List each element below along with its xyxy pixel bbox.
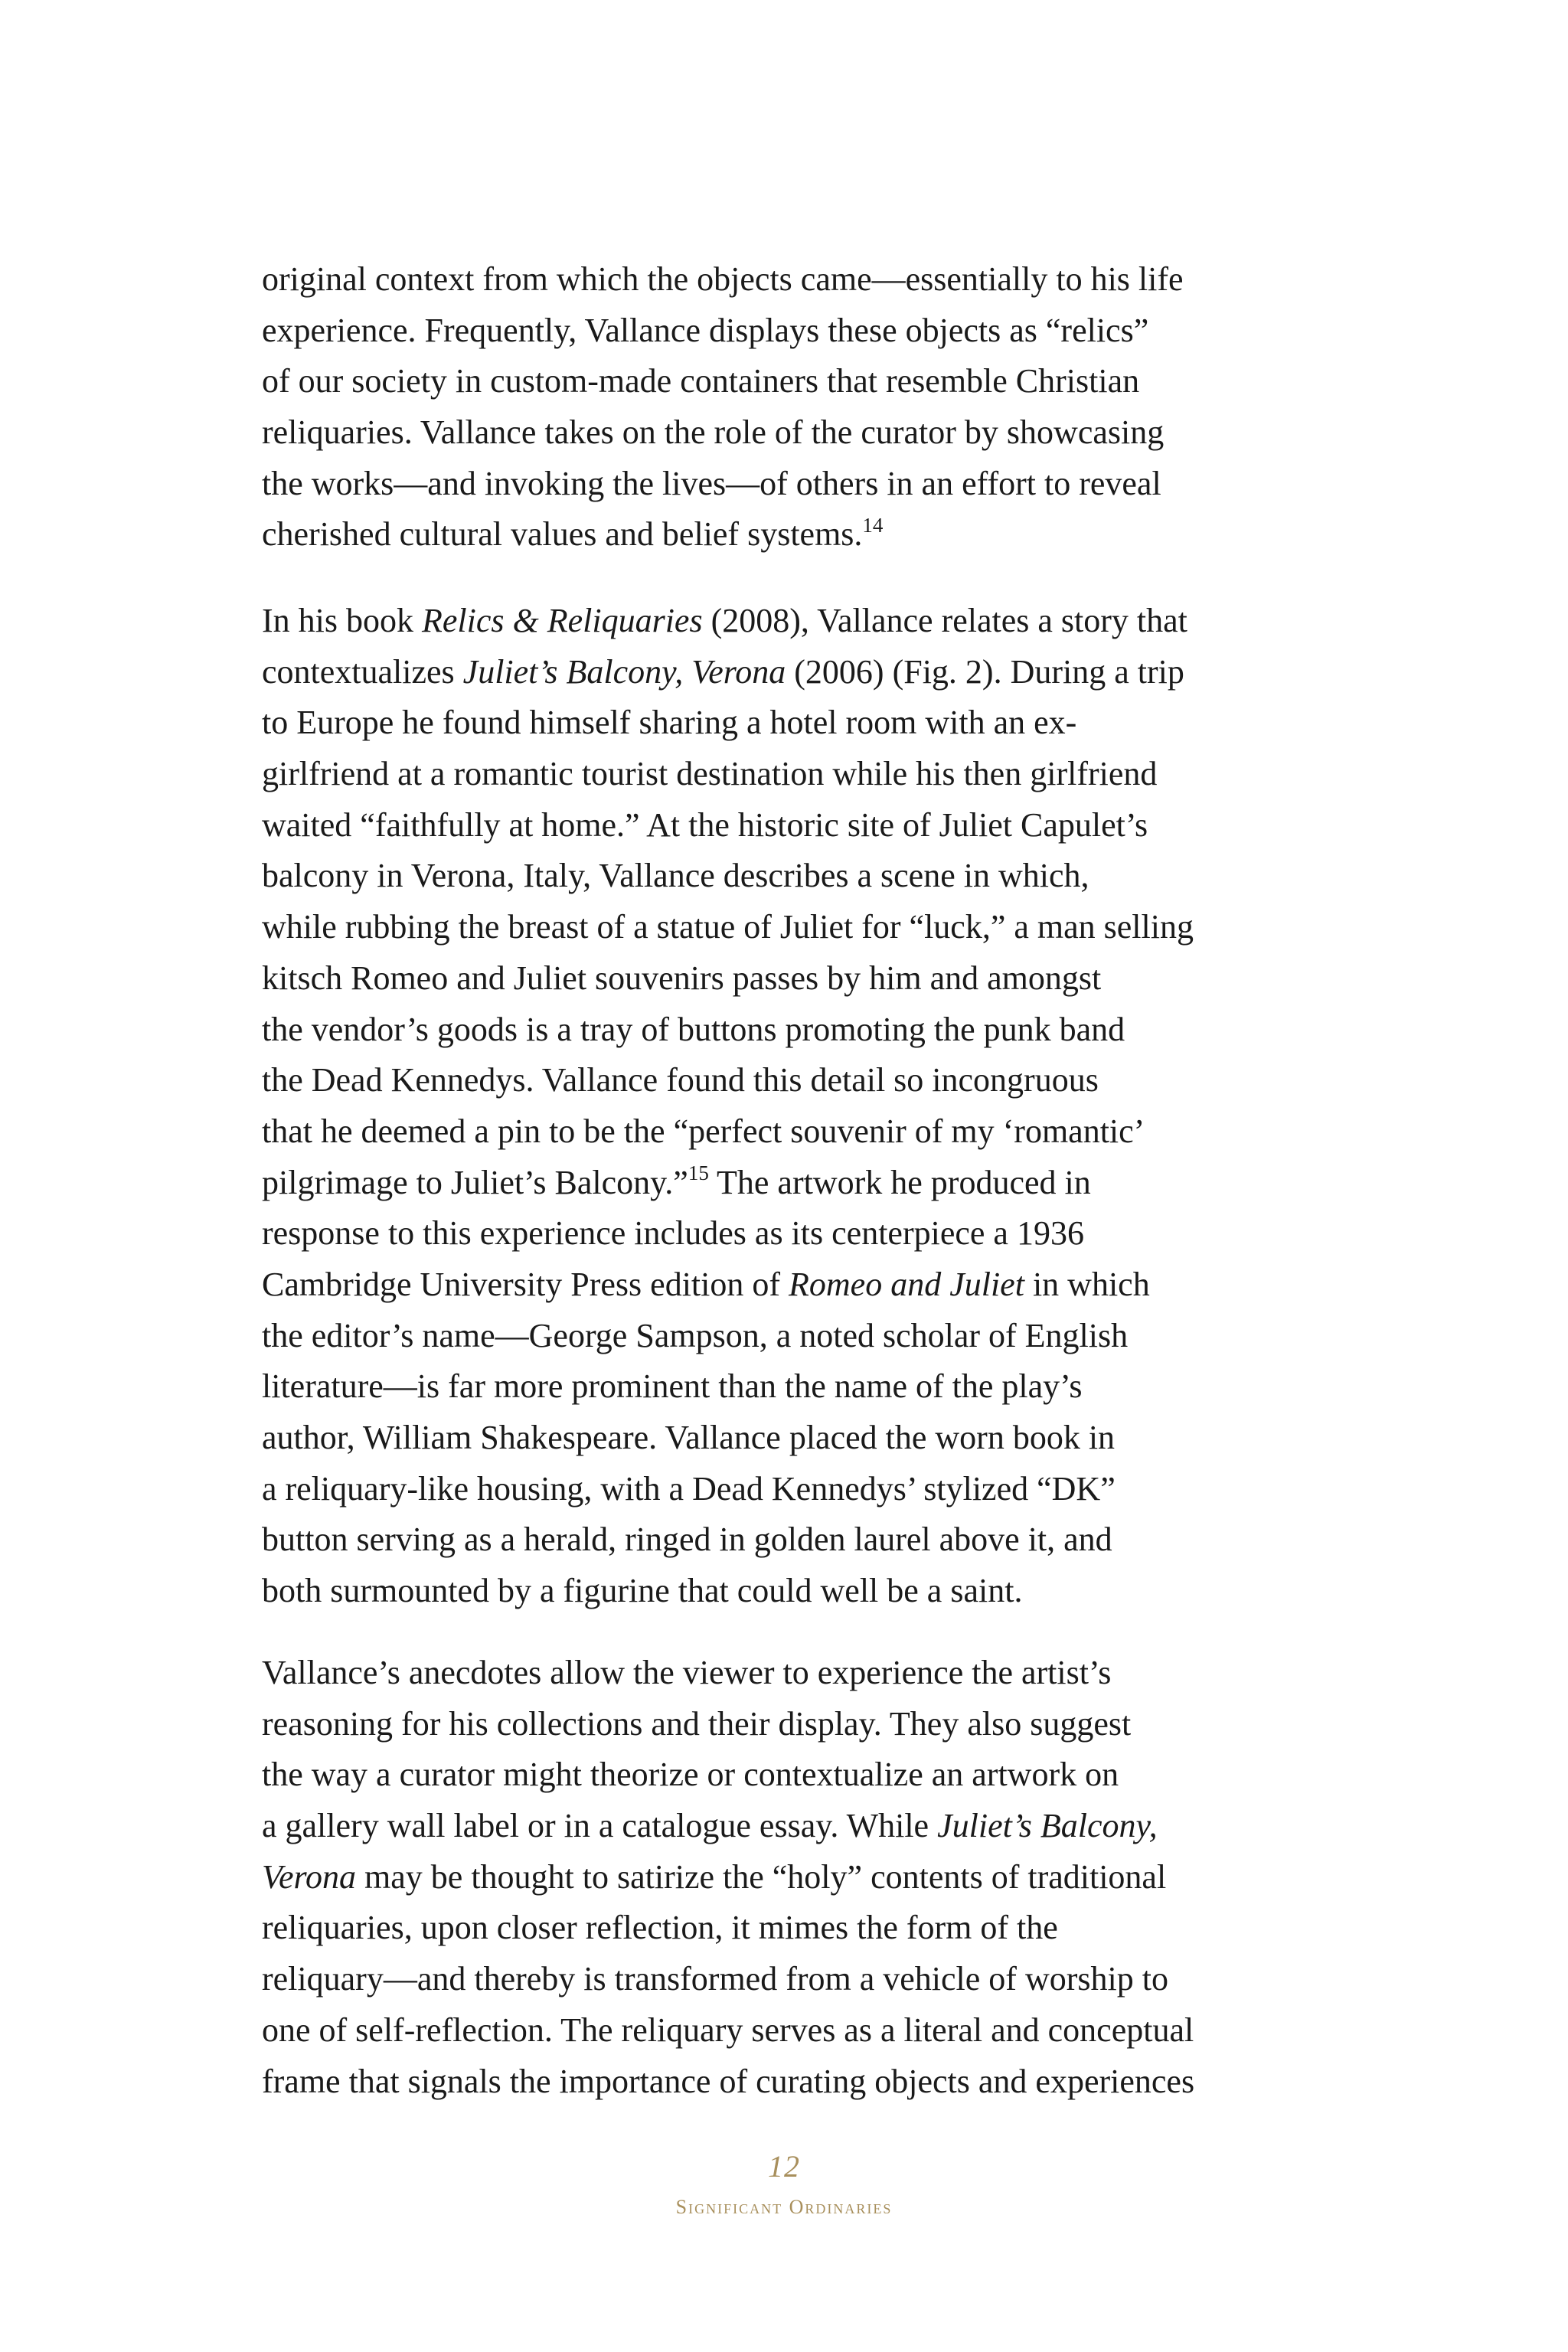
- text-line: [262, 459, 1311, 510]
- text-line: [262, 902, 1311, 953]
- text-run: (2008), Vallance relates a story that: [702, 602, 1187, 639]
- italic-title: Verona: [262, 1857, 357, 1896]
- text-run: a reliquary-like housing, with a Dead Kennedys’ stylized “DK”: [262, 1469, 1116, 1508]
- text-run: contextualizes: [262, 652, 463, 691]
- text-line: [262, 356, 1311, 407]
- text-line: [262, 1699, 1311, 1750]
- footnote-ref: 15: [688, 1161, 709, 1184]
- text-line: [262, 1566, 1311, 1617]
- text-run: of our society in custom-made containers that resemble Christian: [262, 362, 1140, 400]
- text-line: [262, 596, 1311, 647]
- paragraph-1: [262, 254, 1311, 560]
- text-line: [262, 1464, 1311, 1515]
- text-run: while rubbing the breast of a statue of Juliet for “luck,” a man selling: [262, 908, 1194, 946]
- text-run: the works—and invoking the lives—of others in an effort to reveal: [262, 464, 1161, 502]
- text-line: [262, 1648, 1311, 1699]
- italic-title: Romeo and Juliet: [789, 1265, 1024, 1303]
- text-line: [262, 1852, 1311, 1903]
- text-run: to Europe he found himself sharing a hotel room with an ex-: [262, 704, 1077, 742]
- text-line: [262, 1208, 1311, 1259]
- text-line: [262, 1954, 1311, 2005]
- text-run: waited “faithfully at home.” At the historic site of Juliet Capulet’s: [262, 805, 1148, 844]
- text-line: [262, 1413, 1311, 1464]
- text-run: The artwork he produced in: [708, 1163, 1091, 1201]
- text-line: [262, 1106, 1311, 1158]
- text-run: the way a curator might theorize or contextualize an artwork on: [262, 1756, 1119, 1794]
- text-line: [262, 1903, 1311, 1954]
- text-run: reliquaries, upon closer reflection, it mimes the form of the: [262, 1909, 1058, 1947]
- text-line: [262, 1311, 1311, 1362]
- text-run: reasoning for his collections and their display. They also suggest: [262, 1704, 1132, 1743]
- text-run: both surmounted by a figurine that could well be a saint.: [262, 1572, 1023, 1610]
- text-run: experience. Frequently, Vallance displays these objects as “relics”: [262, 311, 1149, 349]
- text-line: [262, 2005, 1311, 2056]
- text-run: the editor’s name—George Sampson, a noted scholar of English: [262, 1316, 1129, 1354]
- text-line: [262, 1004, 1311, 1056]
- text-run: frame that signals the importance of curating objects and experiences: [262, 2062, 1195, 2100]
- text-run: In his book: [262, 602, 422, 639]
- text-line: [262, 1801, 1311, 1852]
- text-line: [262, 509, 1311, 560]
- text-run: cherished cultural values and belief systems.: [262, 515, 863, 554]
- text-line: [262, 1055, 1311, 1106]
- text-line: [262, 2056, 1311, 2108]
- text-run: reliquaries. Vallance takes on the role of the curator by showcasing: [262, 413, 1165, 452]
- text-run: author, William Shakespeare. Vallance placed the worn book in: [262, 1419, 1116, 1456]
- paragraph-3: [262, 1648, 1311, 2107]
- italic-title: Juliet’s Balcony, Verona: [462, 652, 786, 691]
- text-line: [262, 1361, 1311, 1413]
- text-run: (2006) (Fig. 2). During a trip: [786, 652, 1184, 691]
- text-run: literature—is far more prominent than the name of the play’s: [262, 1367, 1083, 1406]
- text-run: button serving as a herald, ringed in golden laurel above it, and: [262, 1521, 1112, 1559]
- text-line: [262, 407, 1311, 459]
- text-line: [262, 1259, 1311, 1311]
- text-line: [262, 749, 1311, 800]
- text-line: [262, 1749, 1311, 1801]
- text-line: [262, 1514, 1311, 1566]
- page-number: 12: [768, 2149, 800, 2184]
- text-run: girlfriend at a romantic tourist destination while his then girlfriend: [262, 755, 1158, 793]
- text-run: a gallery wall label or in a catalogue essay. While: [262, 1807, 938, 1845]
- italic-title: Juliet’s Balcony,: [937, 1807, 1158, 1845]
- text-run: Cambridge University Press edition of: [262, 1265, 789, 1303]
- text-run: that he deemed a pin to be the “perfect souvenir of my ‘romantic’: [262, 1112, 1145, 1150]
- text-run: the Dead Kennedys. Vallance found this detail so incongruous: [262, 1061, 1099, 1099]
- text-run: may be thought to satirize the “holy” contents of traditional: [356, 1857, 1167, 1896]
- text-line: [262, 647, 1311, 698]
- paragraph-2: [262, 596, 1311, 1617]
- text-run: Vallance’s anecdotes allow the viewer to experience the artist’s: [262, 1654, 1112, 1691]
- text-line: [262, 1158, 1311, 1209]
- running-title: Significant Ordinaries: [675, 2196, 893, 2218]
- italic-title: Relics & Reliquaries: [422, 602, 703, 639]
- text-line: [262, 305, 1311, 357]
- text-run: original context from which the objects came—essentially to his life: [262, 260, 1184, 298]
- text-run: response to this experience includes as its centerpiece a 1936: [262, 1214, 1084, 1253]
- text-run: one of self-reflection. The reliquary serves as a literal and conceptual: [262, 2011, 1194, 2049]
- text-run: in which: [1024, 1265, 1150, 1303]
- text-run: reliquary—and thereby is transformed from a vehicle of worship to: [262, 1960, 1168, 1998]
- text-run: pilgrimage to Juliet’s Balcony.”: [262, 1163, 688, 1201]
- text-line: [262, 953, 1311, 1004]
- text-run: the vendor’s goods is a tray of buttons promoting the punk band: [262, 1010, 1125, 1048]
- text-run: balcony in Verona, Italy, Vallance describes a scene in which,: [262, 857, 1089, 895]
- text-line: [262, 800, 1311, 851]
- text-line: [262, 697, 1311, 749]
- text-line: [262, 254, 1311, 305]
- text-line: [262, 851, 1311, 902]
- footnote-ref: 14: [862, 513, 884, 537]
- text-run: kitsch Romeo and Juliet souvenirs passes by him and amongst: [262, 959, 1102, 997]
